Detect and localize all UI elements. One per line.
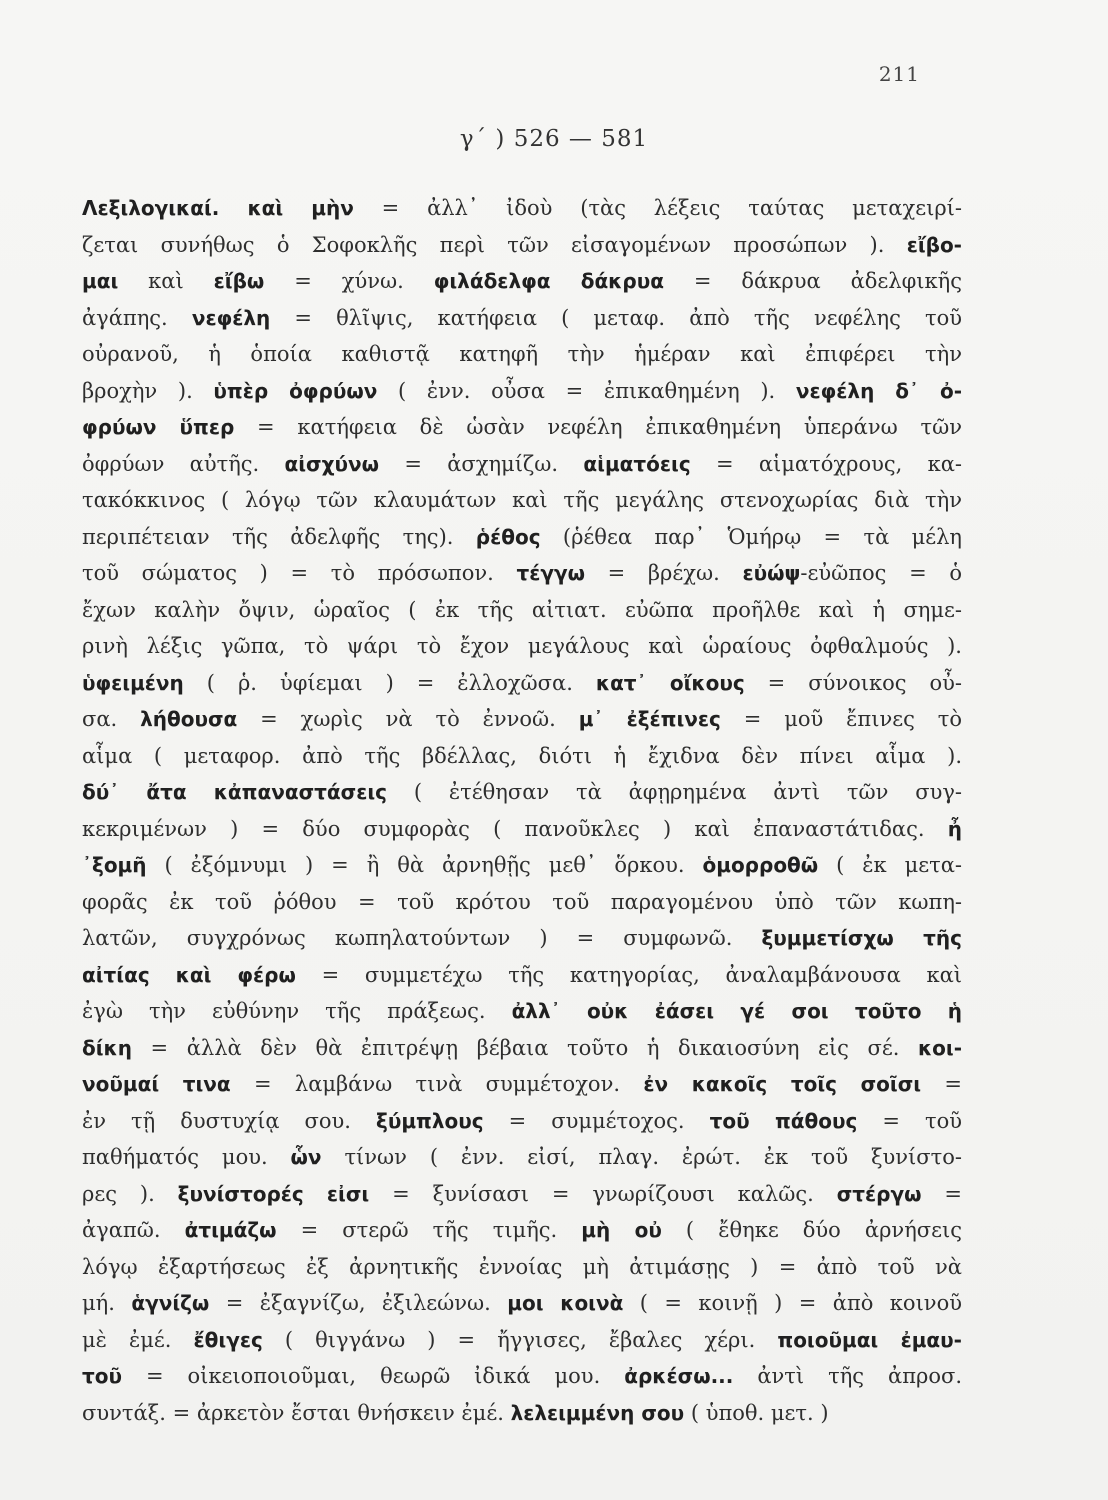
text-line	[82, 1285, 962, 1322]
definition-text: λατῶν, συγχρόνως κωπηλατούντων ) = συμφωνῶ.	[82, 926, 762, 950]
definition-text: = στερῶ τῆς τιμῆς.	[276, 1218, 582, 1242]
definition-text: ( ἐκ μετα-	[818, 853, 962, 877]
text-line	[82, 1030, 962, 1067]
glossary-term: νεφέλη	[191, 305, 271, 330]
glossary-term: ξυνίστορές εἰσι	[177, 1181, 370, 1206]
text-line	[82, 482, 962, 519]
text-line	[82, 1103, 962, 1140]
definition-text: -εὐῶπος = ὁ	[800, 561, 962, 585]
definition-text: ἀντὶ τῆς ἀπροσ.	[733, 1364, 962, 1388]
text-line	[82, 1358, 962, 1395]
text-line	[82, 665, 962, 702]
definition-text: = συμμετέχω τῆς κατηγορίας, ἀναλαμβάνουσα καὶ	[295, 962, 962, 987]
text-line	[82, 811, 962, 848]
definition-text: = κατήφεια δὲ ὡσὰν νεφέλη ἐπικαθημένη ὑπεράνω τῶν	[234, 415, 962, 439]
glossary-term: νεφέλη δ᾽ ὀ-	[795, 378, 963, 403]
definition-text: λόγῳ ἐξαρτήσεως ἐξ ἀρνητικῆς ἐννοίας μὴ ἀτιμάσῃς ) = ἀπὸ τοῦ νὰ	[82, 1254, 962, 1279]
glossary-term: ξύμπλους	[376, 1108, 484, 1133]
glossary-term: μοι κοινὰ	[507, 1291, 624, 1315]
definition-text: = λαμβάνω τινὰ συμμέτοχον.	[230, 1072, 644, 1096]
definition-text: αἷμα ( μεταφορ. ἀπὸ τῆς βδέλλας, διότι ἡ ἔχιδνα δὲν πίνει αἷμα ).	[82, 743, 962, 768]
definition-text: κεκριμένων ) = δύο συμφορὰς ( πανοῦκλες ) καὶ ἐπαναστάτιδας.	[82, 816, 948, 841]
definition-text: = αἱματόχρους, κα-	[690, 451, 962, 476]
glossary-term: εἴβω	[213, 269, 265, 293]
definition-text: ὀφρύων αὐτῆς.	[82, 451, 285, 476]
text-line	[82, 446, 962, 483]
glossary-term: εἴβο-	[906, 232, 962, 257]
glossary-term: ἔθιγες	[193, 1327, 263, 1352]
glossary-term: φρύων ὕπερ	[82, 415, 235, 439]
glossary-term: ξυμμετίσχω τῆς	[761, 926, 962, 950]
definition-text: ἐν τῇ δυστυχίᾳ σου.	[82, 1108, 376, 1133]
glossary-term: λελειμμένη σου	[510, 1400, 685, 1425]
definition-text: = θλῖψις, κατήφεια ( μεταφ. ἀπὸ τῆς νεφέλης τοῦ	[270, 305, 962, 330]
definition-text: ( ὑποθ. μετ. )	[684, 1400, 829, 1425]
glossary-term: ὁμορροθῶ	[702, 853, 819, 877]
page-number: 211	[878, 62, 920, 86]
glossary-term: αἱματόεις	[583, 451, 691, 476]
definition-text: συντάξ. = ἀρκετὸν ἔσται θνήσκειν ἐμέ.	[82, 1400, 511, 1425]
glossary-term: μὴ οὐ	[581, 1218, 662, 1242]
text-line	[82, 409, 962, 446]
text-line	[82, 336, 962, 373]
definition-text: = βρέχω.	[585, 561, 743, 585]
definition-text: μὲ ἐμέ.	[82, 1327, 194, 1352]
definition-text: = χωρὶς νὰ τὸ ἐννοῶ.	[237, 707, 579, 731]
definition-text: ( ἐξόμνυμι ) = ἢ θὰ ἀρνηθῇς μεθ᾽ ὅρκου.	[146, 853, 703, 877]
definition-text: = δάκρυα ἀδελφικῆς	[663, 269, 962, 293]
glossary-term: στέργω	[836, 1181, 922, 1206]
definition-text: τοῦ σώματος ) = τὸ πρόσωπον.	[82, 561, 517, 585]
definition-text: καὶ	[118, 269, 214, 293]
glossary-term: ἁγνίζω	[131, 1291, 210, 1315]
text-line	[82, 884, 962, 921]
definition-text: = ξυνίσασι = γνωρίζουσι καλῶς.	[369, 1181, 837, 1206]
definition-text: ἀγάπης.	[82, 305, 192, 330]
glossary-term: δύ᾽ ἄτα κἀπαναστάσεις	[82, 780, 388, 804]
glossary-term: Λεξιλογικαί. καὶ μὴν	[82, 196, 354, 220]
text-line	[82, 1322, 962, 1359]
definition-text: = ἀλλ᾽ ἰδοὺ (τὰς λέξεις ταύτας μεταχειρί-	[353, 196, 962, 220]
glossary-term: φιλάδελφα δάκρυα	[433, 269, 664, 293]
definition-text: οὐρανοῦ, ἡ ὁποία καθιστᾷ κατηφῆ τὴν ἡμέραν καὶ ἐπιφέρει τὴν	[82, 342, 962, 366]
glossary-term: μ᾽ ἐξέπινες	[578, 707, 721, 731]
glossary-term: ἦ	[947, 816, 962, 841]
text-line	[82, 1139, 962, 1176]
text-line	[82, 519, 962, 556]
text-line	[82, 993, 962, 1030]
glossary-term: δίκη	[82, 1035, 132, 1060]
glossary-term: κατ᾽ οἴκους	[595, 670, 745, 695]
glossary-term: τοῦ πάθους	[709, 1108, 858, 1133]
text-line	[82, 957, 962, 994]
definition-text: = σύνοικος οὖ-	[744, 670, 962, 695]
glossary-term: λήθουσα	[140, 707, 238, 731]
text-line	[82, 1176, 962, 1213]
definition-text: ( ἔθηκε δύο ἀρνήσεις	[661, 1218, 962, 1242]
definition-text: (ῥέθεα παρ᾽ Ὁμήρῳ = τὰ μέλη	[540, 524, 963, 549]
definition-text: ἔχων καλὴν ὄψιν, ὡραῖος ( ἐκ τῆς αἰτιατ. εὐῶπα προῆλθε καὶ ἡ σημε-	[82, 597, 962, 622]
glossary-term: ὑπὲρ ὀφρύων	[213, 378, 378, 403]
definition-text: σα.	[82, 707, 141, 731]
text-line	[82, 263, 962, 300]
glossary-term: ὧν	[290, 1145, 322, 1169]
definition-text: περιπέτειαν τῆς ἀδελφῆς της).	[82, 524, 476, 549]
definition-text: ἀγαπῶ.	[82, 1218, 185, 1242]
definition-text: φορᾶς ἐκ τοῦ ῥόθου = τοῦ κρότου τοῦ παραγομένου ὑπὸ τῶν κωπη-	[82, 889, 962, 914]
body-text	[82, 190, 962, 1431]
definition-text: ( ἐτέθησαν τὰ ἀφῃρημένα ἀντὶ τῶν συγ-	[387, 780, 962, 804]
glossary-term: ἀλλ᾽ οὐκ ἐάσει γέ σοι τοῦτο ἡ	[511, 999, 963, 1023]
definition-text: ( ῥ. ὑφίεμαι ) = ἐλλοχῶσα.	[183, 670, 596, 695]
text-line	[82, 1395, 962, 1432]
definition-text: = οἰκειοποιοῦμαι, θεωρῶ ἰδικά μου.	[122, 1364, 625, 1388]
text-line	[82, 701, 962, 738]
definition-text: μή.	[82, 1291, 132, 1315]
text-line	[82, 1066, 962, 1103]
text-line	[82, 774, 962, 811]
text-line	[82, 373, 962, 410]
glossary-term: ῥέθος	[475, 524, 541, 549]
definition-text: τίνων ( ἐνν. εἰσί, πλαγ. ἐρώτ. ἐκ τοῦ ξυνίστο-	[321, 1145, 962, 1169]
definition-text: ( θιγγάνω ) = ἤγγισες, ἔβαλες χέρι.	[262, 1327, 778, 1352]
text-line	[82, 628, 962, 665]
glossary-term: κοι-	[917, 1035, 962, 1060]
definition-text: παθήματός μου.	[82, 1145, 291, 1169]
text-line	[82, 592, 962, 629]
definition-text: = χύνω.	[264, 269, 434, 293]
text-line	[82, 920, 962, 957]
definition-text: τακόκκινος ( λόγῳ τῶν κλαυμάτων καὶ τῆς μεγάλης στενοχωρίας διὰ τὴν	[82, 488, 962, 512]
text-line	[82, 190, 962, 227]
glossary-term: ἐν κακοῖς τοῖς σοῖσι	[643, 1072, 922, 1096]
glossary-term: ἀρκέσω...	[624, 1364, 734, 1388]
glossary-term: ποιοῦμαι ἐμαυ-	[777, 1327, 962, 1352]
glossary-term: τέγγω	[516, 561, 585, 585]
glossary-term: ὑφειμένη	[82, 670, 184, 695]
text-line	[82, 555, 962, 592]
glossary-term: εὐώψ	[742, 561, 801, 585]
definition-text: = ἐξαγνίζω, ἐξιλεώνω.	[209, 1291, 508, 1315]
definition-text: ἐγὼ τὴν εὐθύνην τῆς πράξεως.	[82, 999, 512, 1023]
glossary-term: αἰσχύνω	[284, 451, 380, 476]
glossary-term: ἀτιμάζω	[184, 1218, 277, 1242]
definition-text: ( = κοινῇ ) = ἀπὸ κοινοῦ	[623, 1291, 962, 1315]
text-line	[82, 1249, 962, 1286]
definition-text: = μοῦ ἔπινες τὸ	[720, 707, 962, 731]
text-line	[82, 1212, 962, 1249]
definition-text: = συμμέτοχος.	[483, 1108, 710, 1133]
text-line	[82, 227, 962, 264]
definition-text: = ἀλλὰ δὲν θὰ ἐπιτρέψῃ βέβαια τοῦτο ἡ δικαιοσύνη εἰς σέ.	[131, 1035, 918, 1060]
definition-text: ( ἐνν. οὖσα = ἐπικαθημένη ).	[377, 378, 796, 403]
glossary-term: ᾽ξομῆ	[82, 853, 147, 877]
definition-text: ζεται συνήθως ὁ Σοφοκλῆς περὶ τῶν εἰσαγομένων προσώπων ).	[82, 232, 907, 257]
text-line	[82, 300, 962, 337]
glossary-term: αἰτίας καὶ φέρω	[82, 962, 296, 987]
text-line	[82, 847, 962, 884]
definition-text: = τοῦ	[857, 1108, 963, 1133]
definition-text: ρινὴ λέξις γῶπα, τὸ ψάρι τὸ ἔχον μεγάλους καὶ ὡραίους ὀφθαλμούς ).	[82, 634, 962, 658]
definition-text: =	[921, 1072, 962, 1096]
definition-text: βροχὴν ).	[82, 378, 214, 403]
definition-text: ρες ).	[82, 1181, 178, 1206]
glossary-term: τοῦ	[82, 1364, 123, 1388]
definition-text: =	[921, 1181, 962, 1206]
glossary-term: νοῦμαί τινα	[82, 1072, 231, 1096]
glossary-term: μαι	[82, 269, 119, 293]
text-line	[82, 738, 962, 775]
section-heading: γ΄ ) 526 — 581	[459, 126, 649, 152]
definition-text: = ἀσχημίζω.	[379, 451, 584, 476]
